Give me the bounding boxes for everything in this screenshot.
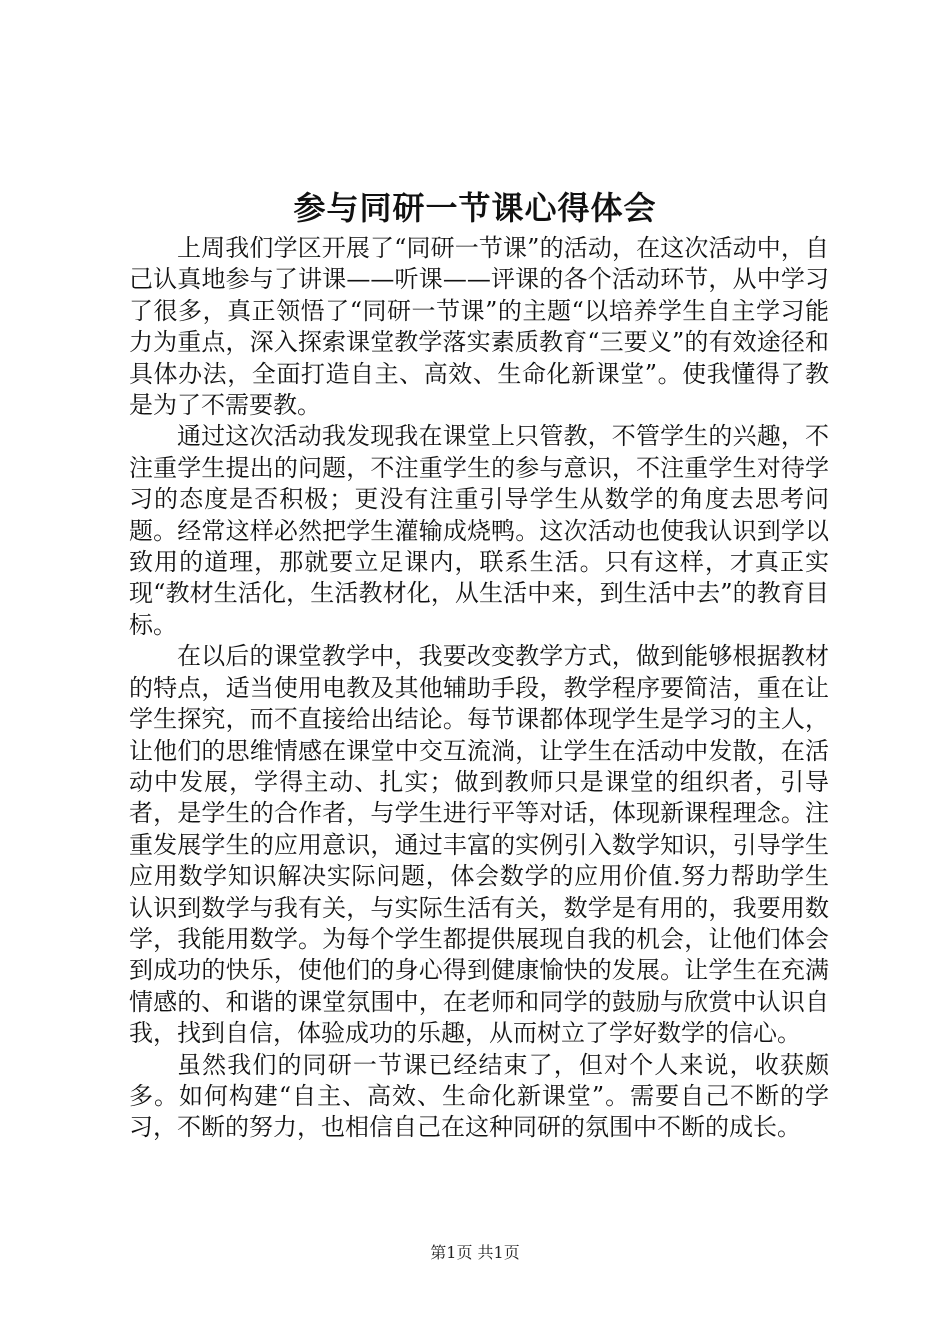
- document-title: 参与同研一节课心得体会: [293, 189, 657, 227]
- paragraph-1: 上周我们学区开展了“同研一节课”的活动，在这次活动中，自己认真地参与了讲课——听课——评课的各个活动环节，从中学习了很多，真正领悟了“同研一节课”的主题“以培养学生自主学习能力为重点，深入探索课堂教学落实素质教育“三要义”的有效途径和具体办法，全面打造自主、高效、生命化新课堂”。使我懂得了教是为了不需要教。: [129, 234, 829, 420]
- page-number-footer: 第1页 共1页: [430, 1243, 520, 1262]
- paragraph-4: 虽然我们的同研一节课已经结束了，但对个人来说，收获颇多。如何构建“自主、高效、生命化新课堂”。需要自己不断的学习，不断的努力，也相信自己在这种同研的氛围中不断的成长。: [129, 1050, 829, 1142]
- paragraph-3: 在以后的课堂教学中，我要改变教学方式，做到能够根据教材的特点，适当使用电教及其他辅助手段，教学程序要简洁，重在让学生探究，而不直接给出结论。每节课都体现学生是学习的主人，让他们的思维情感在课堂中交互流淌，让学生在活动中发散，在活动中发展，学得主动、扎实；做到教师只是课堂的组织者，引导者，是学生的合作者，与学生进行平等对话，体现新课程理念。注重发展学生的应用意识，通过丰富的实例引入数学知识，引导学生应用数学知识解决实际问题，体会数学的应用价值.努力帮助学生认识到数学与我有关，与实际生活有关，数学是有用的，我要用数学，我能用数学。为每个学生都提供展现自我的机会，让他们体会到成功的快乐，使他们的身心得到健康愉快的发展。让学生在充满情感的、和谐的课堂氛围中，在老师和同学的鼓励与欣赏中认识自我，找到自信，体验成功的乐趣，从而树立了学好数学的信心。: [129, 642, 829, 1048]
- paragraph-2: 通过这次活动我发现我在课堂上只管教，不管学生的兴趣，不注重学生提出的问题，不注重学生的参与意识，不注重学生对待学习的态度是否积极；更没有注重引导学生从数学的角度去思考问题。经常这样必然把学生灌输成烧鸭。这次活动也使我认识到学以致用的道理，那就要立足课内，联系生活。只有这样，才真正实现“教材生活化，生活教材化，从生活中来，到生活中去”的教育目标。: [129, 422, 829, 639]
- document-body: [129, 233, 829, 1144]
